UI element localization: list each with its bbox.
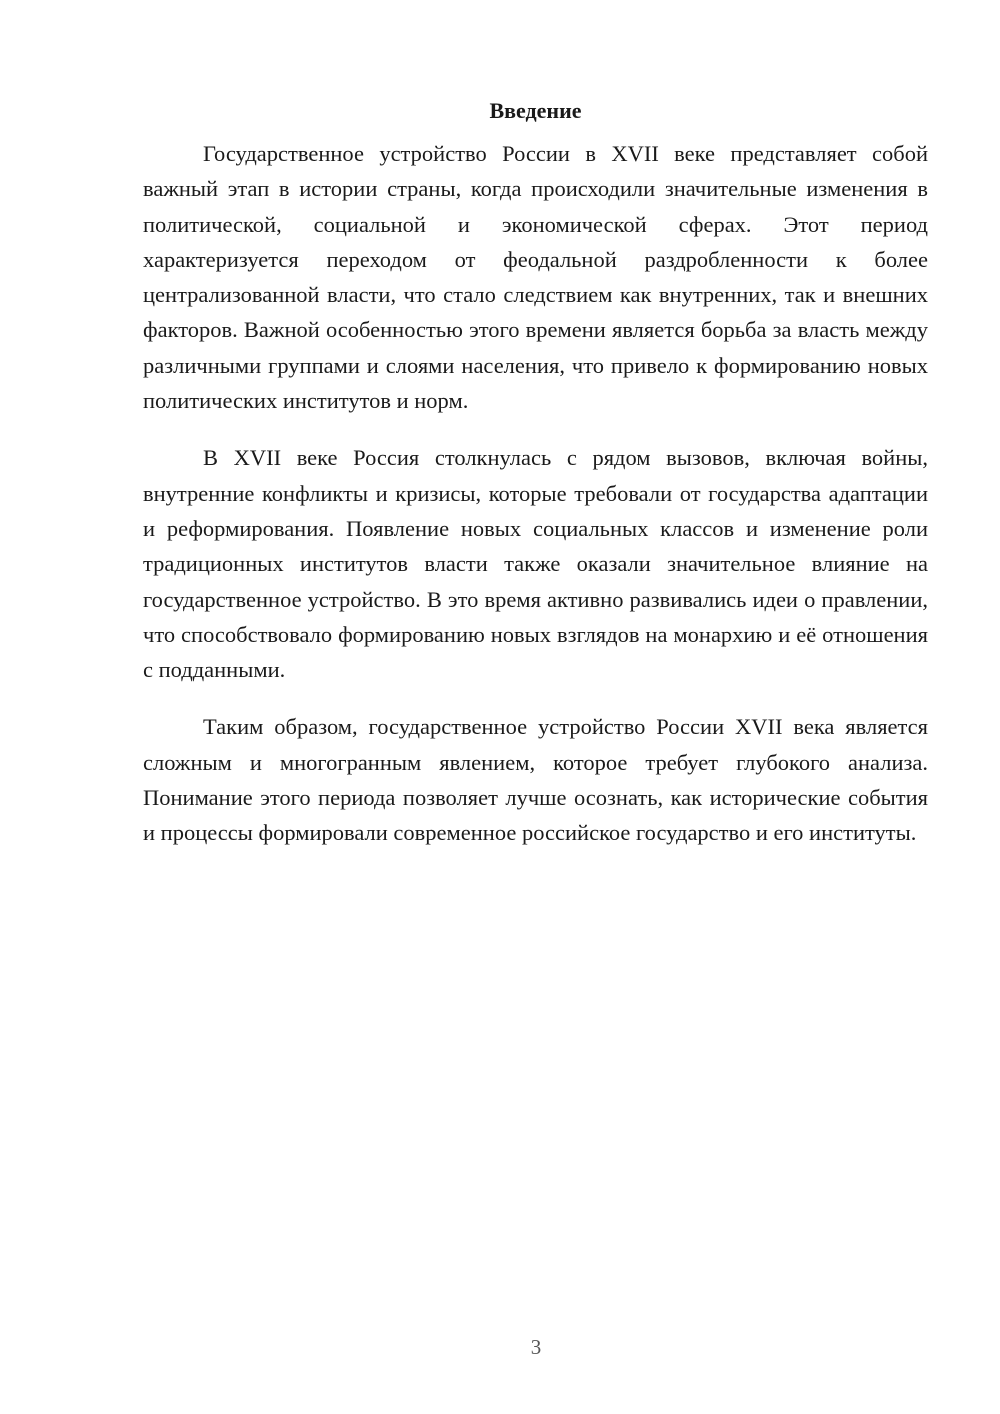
paragraph-2: В XVII веке Россия столкнулась с рядом вызовов, включая войны, внутренние конфликты и кризисы, которые требовали от государства адаптации и реформирования. Появление новых социальных классов и изменение роли традиционных институтов власти также оказали значительное влияние на государственное устройство. В это время активно развивались идеи о правлении, что способствовало формированию новых взглядов на монархию и её отношения с подданными. [143,445,928,683]
section-title: Введение [489,98,582,123]
paragraph-1: Государственное устройство России в XVII веке представляет собой важный этап в истории страны, когда происходили значительные изменения в политической, социальной и экономической сферах. Этот период характеризуется переходом от феодальной раздробленности к более централизованной власти, что стало следствием как внутренних, так и внешних факторов. Важной особенностью этого времени является борьба за власть между различными группами и слоями населения, что привело к формированию новых политических институтов и норм. [143,141,928,414]
page-content [143,96,928,873]
paragraph-3: Таким образом, государственное устройство России XVII века является сложным и многогранным явлением, которое требует глубокого анализа. Понимание этого периода позволяет лучше осознать, как исторические события и процессы формировали современное российское государство и его институты. [143,714,928,846]
page-number: 3 [530,1335,542,1359]
